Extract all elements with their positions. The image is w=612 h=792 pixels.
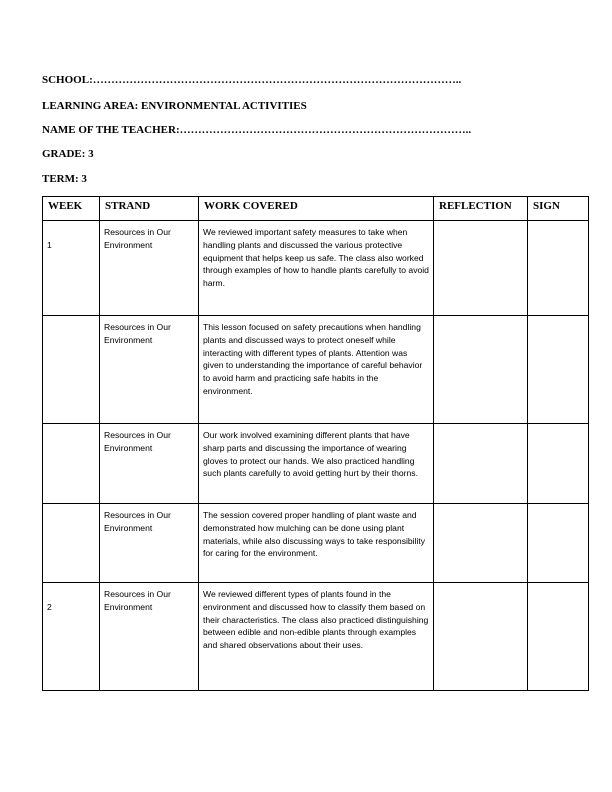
week-cell (43, 504, 100, 583)
table-row (43, 316, 589, 424)
header-sign: SIGN (528, 197, 589, 221)
reflection-cell[interactable] (434, 316, 528, 424)
work-covered-cell: We reviewed different types of plants found in the environment and discussed how to classify them based on their characteristics. The class also practiced distinguishing between edible and non-edible plants through examples and shared observations about their uses. (199, 583, 434, 691)
strand-cell: Resources in Our Environment (100, 221, 199, 316)
table-row (43, 221, 589, 316)
table-row (43, 504, 589, 583)
work-covered-cell: This lesson focused on safety precautions when handling plants and discussed ways to protect oneself while interacting with different types of plants. Attention was given to understanding the importance of careful behavior to avoid harm and practicing safe habits in the environment. (199, 316, 434, 424)
reflection-cell[interactable] (434, 424, 528, 504)
reflection-cell[interactable] (434, 221, 528, 316)
week-cell (43, 221, 100, 316)
week-value: 1 (47, 240, 52, 250)
table-row (43, 424, 589, 504)
work-covered-cell: Our work involved examining different plants that have sharp parts and discussing the importance of wearing gloves to protect our hands. We also practiced handling such plants carefully to avoid getting hurt by their thorns. (199, 424, 434, 504)
header-strand: STRAND (100, 197, 199, 221)
reflection-cell[interactable] (434, 583, 528, 691)
strand-cell: Resources in Our Environment (100, 316, 199, 424)
sign-cell[interactable] (528, 424, 589, 504)
strand-cell: Resources in Our Environment (100, 583, 199, 691)
sign-cell[interactable] (528, 504, 589, 583)
header-week: WEEK (43, 197, 100, 221)
learning-area-label: LEARNING AREA: ENVIRONMENTAL ACTIVITIES (42, 100, 307, 112)
term-label: TERM: 3 (42, 173, 87, 185)
work-covered-cell: We reviewed important safety measures to take when handling plants and discussed the various protective equipment that helps keep us safe. The class also worked through examples of how to handle plants carefully to avoid harm. (199, 221, 434, 316)
header-work-covered: WORK COVERED (199, 197, 434, 221)
week-cell (43, 424, 100, 504)
table-row (43, 583, 589, 691)
week-cell (43, 316, 100, 424)
header-reflection: REFLECTION (434, 197, 528, 221)
strand-cell: Resources in Our Environment (100, 424, 199, 504)
sign-cell[interactable] (528, 583, 589, 691)
scheme-of-work-table (42, 196, 589, 691)
table-header-row (43, 197, 589, 221)
week-cell (43, 583, 100, 691)
week-value: 2 (47, 602, 52, 612)
strand-cell: Resources in Our Environment (100, 504, 199, 583)
sign-cell[interactable] (528, 316, 589, 424)
sign-cell[interactable] (528, 221, 589, 316)
reflection-cell[interactable] (434, 504, 528, 583)
school-field: SCHOOL:……………………………………………………………………………………….. (42, 74, 462, 86)
grade-label: GRADE: 3 (42, 148, 94, 160)
work-covered-cell: The session covered proper handling of plant waste and demonstrated how mulching can be done using plant materials, while also discussing ways to take responsibility for caring for the environment. (199, 504, 434, 583)
teacher-name-field: NAME OF THE TEACHER:…………………………………………………………………….. (42, 124, 472, 136)
